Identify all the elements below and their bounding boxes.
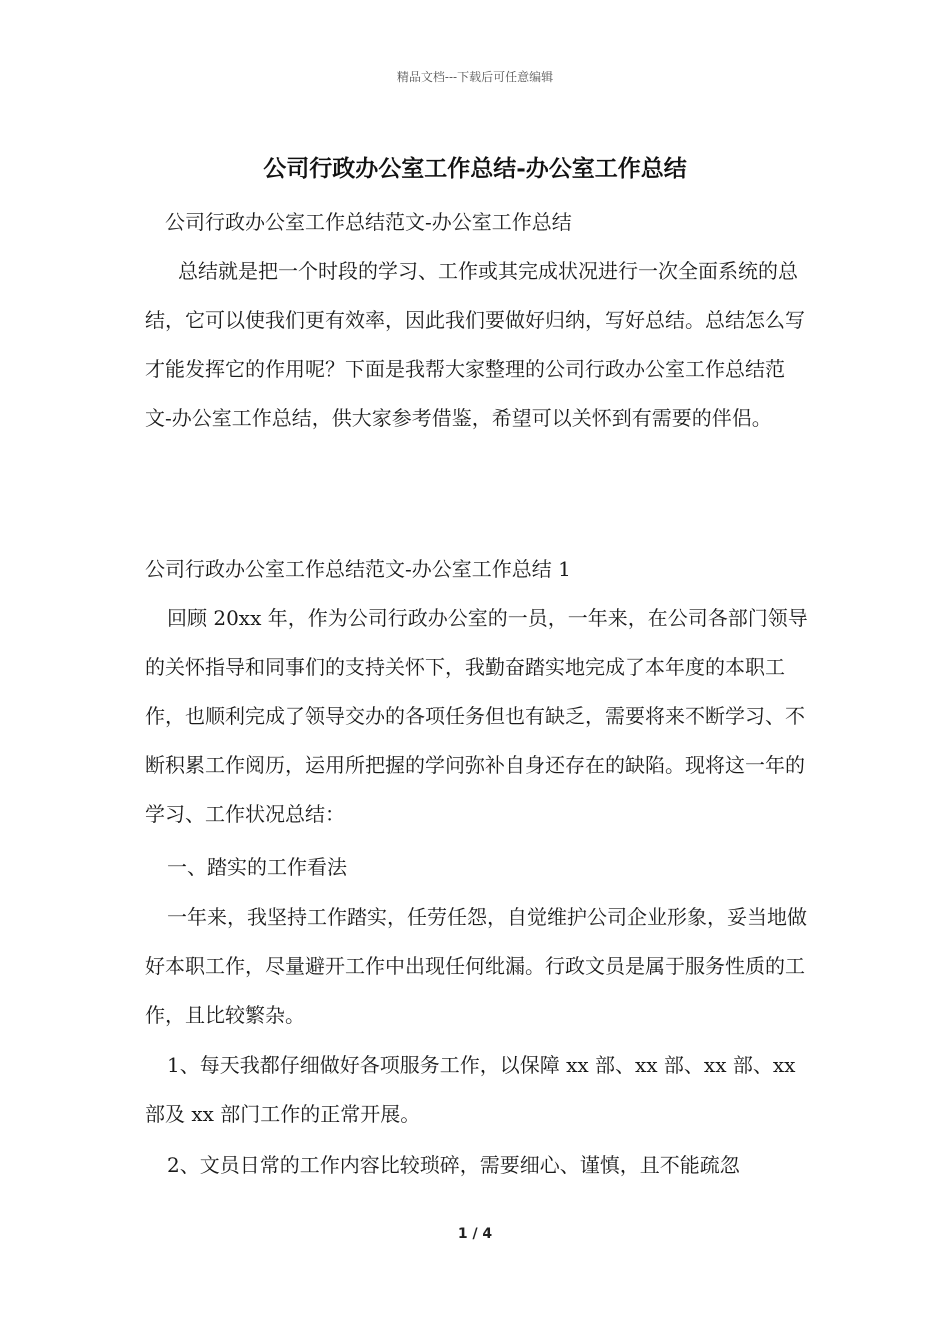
paragraph-review: 回顾 20xx 年，作为公司行政办公室的一员，一年来，在公司各部门领导的关怀指导和同事们的支持关怀下，我勤奋踏实地完成了本年度的本职工作，也顺利完成了领导交办的各项任务但也有缺乏，需要将来不断学习、不断积累工作阅历，运用所把握的学问弥补自身还存在的缺陷。现将这一年的学习、工作状况总结： (145, 606, 808, 826)
document-title: 公司行政办公室工作总结-办公室工作总结 (263, 155, 687, 182)
page-header: 精品文档---下载后可任意编辑 (396, 70, 554, 84)
document-subtitle: 公司行政办公室工作总结范文-办公室工作总结 (165, 210, 572, 234)
page-number: 1 / 4 (457, 1226, 493, 1242)
intro-paragraph: 总结就是把一个时段的学习、工作或其完成状况进行一次全面系统的总结，它可以使我们更有效率，因此我们要做好归纳，写好总结。总结怎么写才能发挥它的作用呢？下面是我帮大家整理的公司行政办公室工作总结范文-办公室工作总结，供大家参考借鉴，希望可以关怀到有需要的伴侣。 (145, 259, 805, 430)
heading-work-attitude: 一、踏实的工作看法 (167, 855, 347, 879)
list-item: 1、每天我都仔细做好各项服务工作，以保障 xx 部、xx 部、xx 部、xx 部及 xx 部门工作的正常开展。 (145, 1053, 796, 1126)
list-item: 2、文员日常的工作内容比较琐碎，需要细心、谨慎，且不能疏忽 (167, 1153, 740, 1177)
section-title: 公司行政办公室工作总结范文-办公室工作总结 1 (145, 557, 571, 581)
paragraph-work-attitude: 一年来，我坚持工作踏实，任劳任怨，自觉维护公司企业形象，妥当地做好本职工作，尽量避开工作中出现任何纰漏。行政文员是属于服务性质的工作，且比较繁杂。 (145, 905, 807, 1027)
